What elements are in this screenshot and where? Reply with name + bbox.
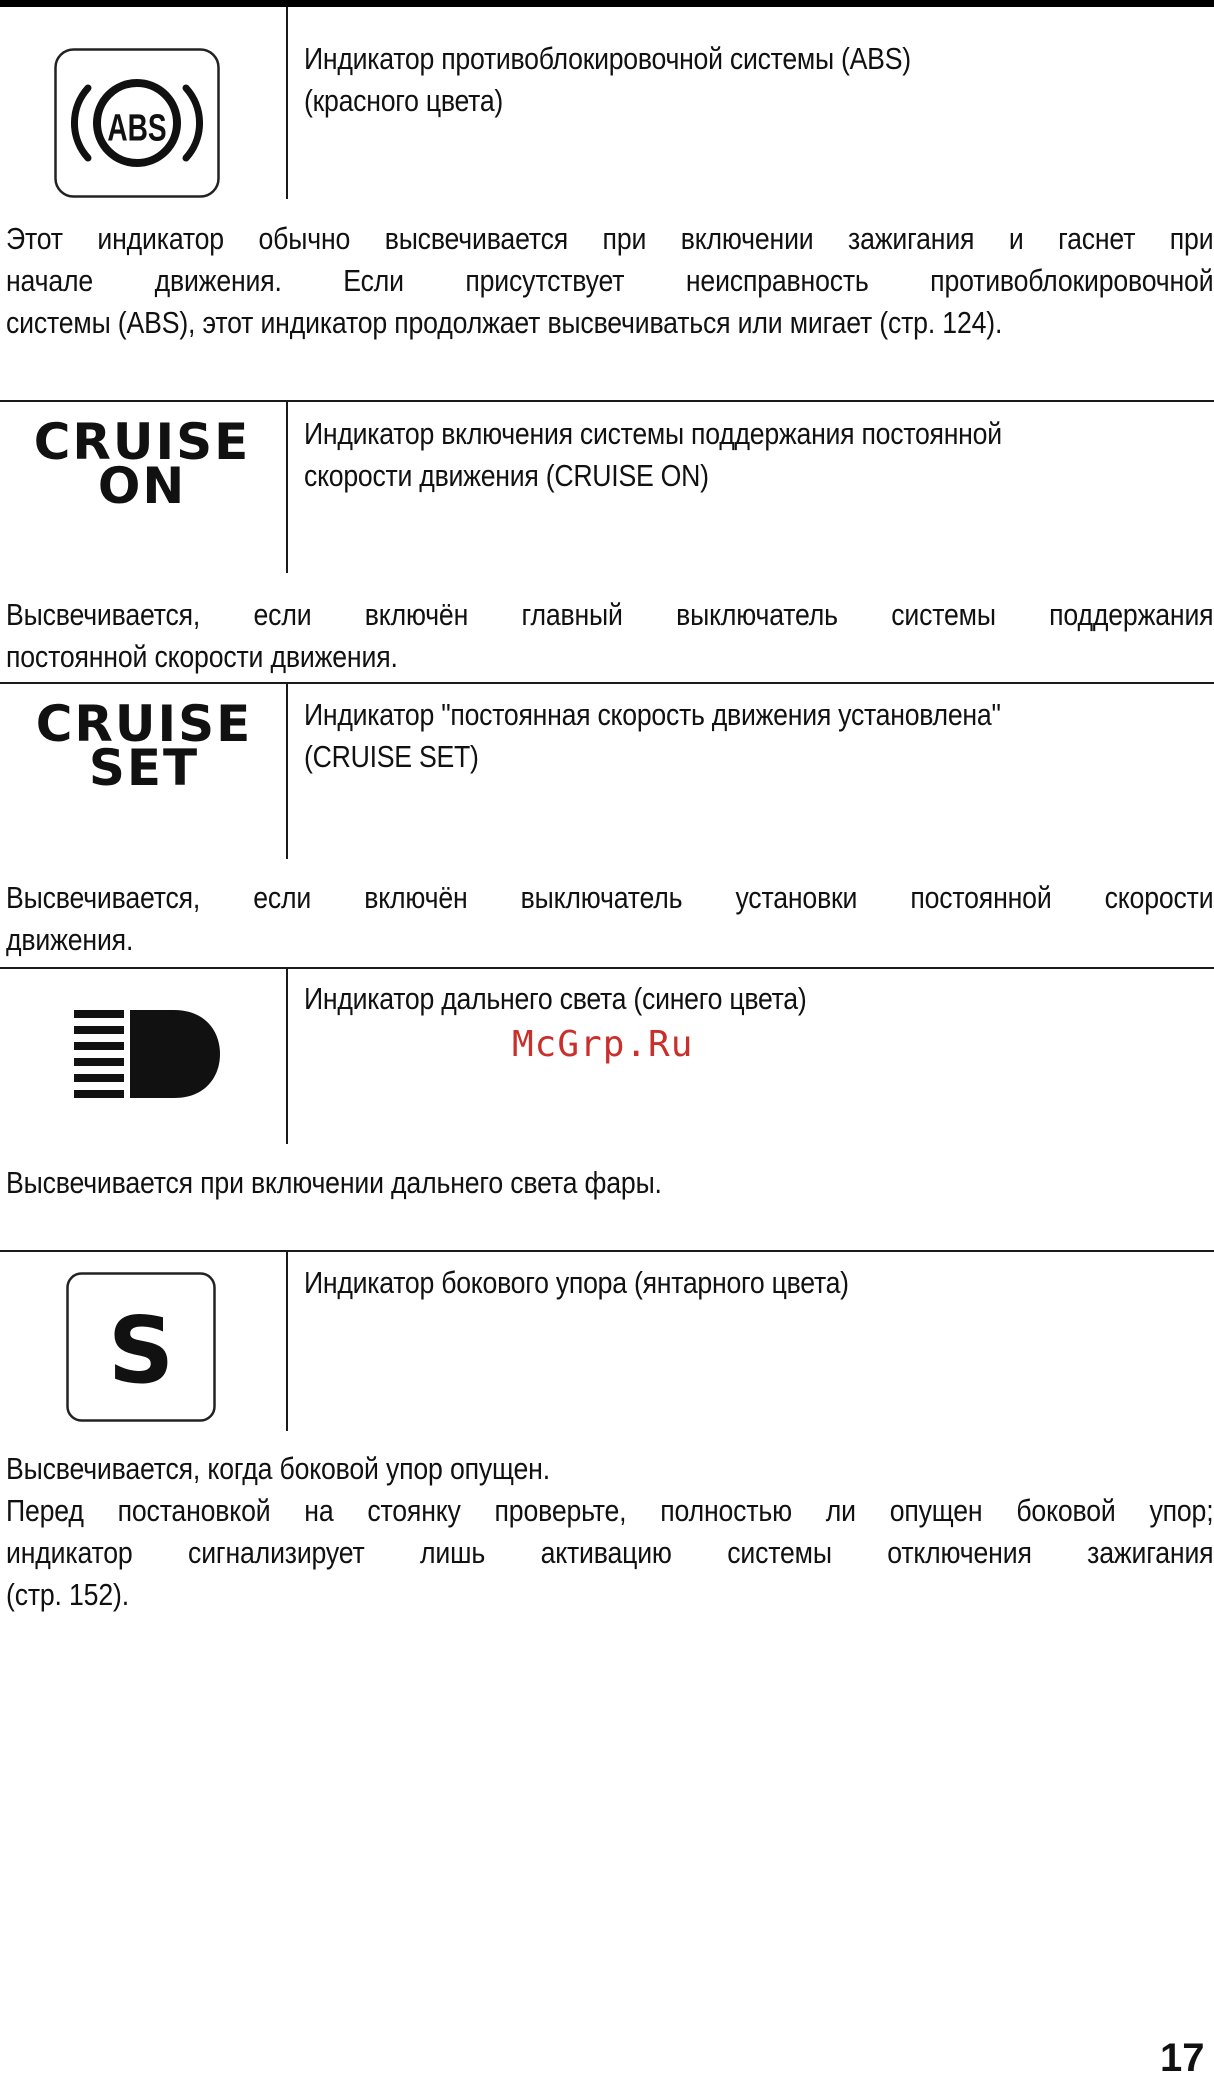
- abs-icon-label: ABS: [107, 107, 167, 150]
- top-rule: [0, 0, 1214, 7]
- column-divider: [286, 968, 288, 1144]
- page-number: 17: [1160, 2036, 1205, 2080]
- cruise-on-caption: Индикатор включения системы поддержания постоянной скорости движения (CRUISE ON): [304, 416, 1002, 493]
- side-stand-icon: [66, 1272, 216, 1427]
- cruise-on-icon: CRUISE ON: [33, 413, 251, 515]
- high-beam-icon: [74, 1008, 224, 1105]
- section-separator: [0, 967, 1214, 969]
- column-divider: [286, 683, 288, 859]
- column-divider: [286, 7, 288, 199]
- section-separator: [0, 682, 1214, 684]
- high-beam-description: Высвечивается при включении дальнего света фары.: [6, 1165, 662, 1200]
- cruise-set-description: Высвечивается, если включён выключатель установки постоянной скорости движения.: [6, 880, 1214, 957]
- section-separator: [0, 1250, 1214, 1252]
- side-stand-icon-label: S: [107, 1297, 175, 1404]
- section-separator: [0, 400, 1214, 402]
- cruise-on-description: Высвечивается, если включён главный выключатель системы поддержания постоянной скорости движения.: [6, 597, 1214, 674]
- column-divider: [286, 401, 288, 573]
- abs-warning-icon: [54, 48, 220, 203]
- side-stand-caption: Индикатор бокового упора (янтарного цвета): [304, 1265, 849, 1300]
- abs-caption: Индикатор противоблокировочной системы (ABS) (красного цвета): [304, 41, 911, 118]
- high-beam-caption: Индикатор дальнего света (синего цвета): [304, 981, 807, 1016]
- side-stand-description: Высвечивается, когда боковой упор опущен. Перед постановкой на стоянку проверьте, полностью ли опущен боковой упор; индикатор сигнализирует лишь активацию системы отключения зажигания (стр. 152).: [6, 1451, 1214, 1612]
- watermark: McGrp.Ru: [512, 1024, 694, 1065]
- abs-description: Этот индикатор обычно высвечивается при включении зажигания и гаснет при начале движения. Если присутствует неисправность противоблокировочной системы (ABS), этот индикатор продолжает высвечиваться или мигает (стр. 124).: [6, 221, 1214, 340]
- cruise-set-caption: Индикатор "постоянная скорость движения установлена" (CRUISE SET): [304, 697, 1001, 774]
- cruise-set-icon: CRUISE SET: [35, 695, 253, 797]
- column-divider: [286, 1251, 288, 1431]
